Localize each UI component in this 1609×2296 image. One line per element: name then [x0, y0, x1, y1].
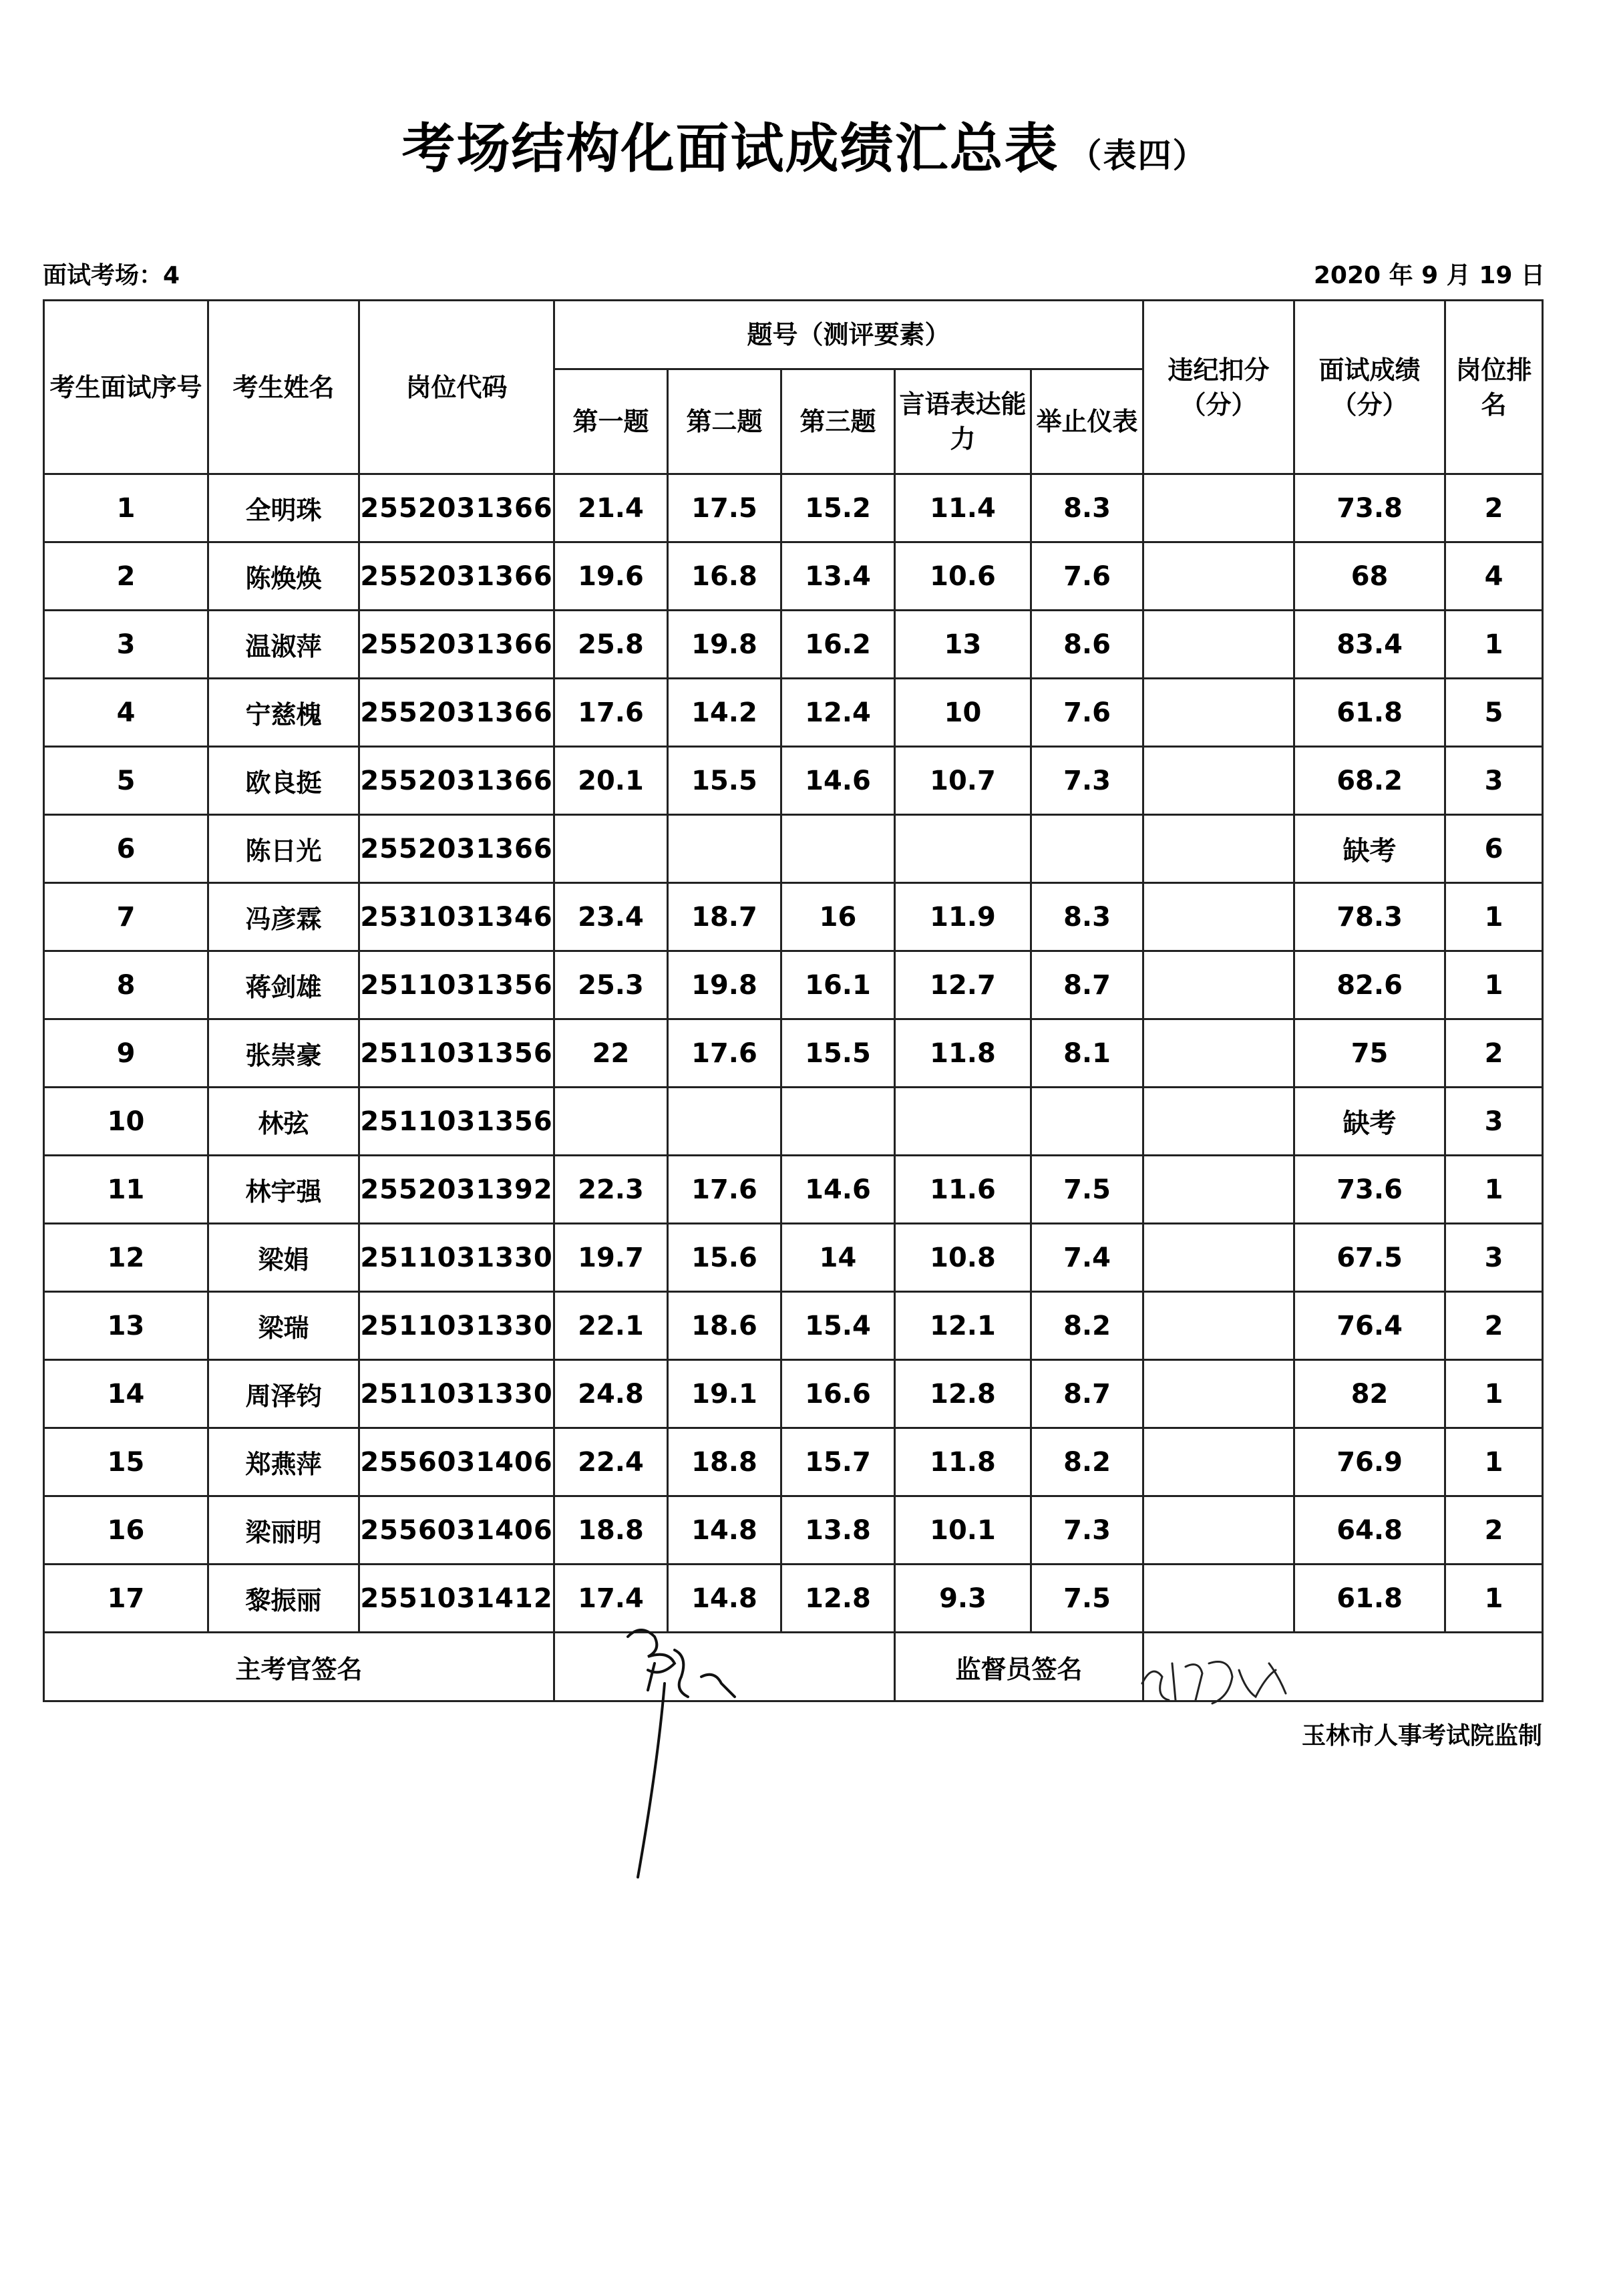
cell-deduct — [1143, 679, 1294, 747]
date-year-unit: 年 — [1389, 262, 1413, 289]
cell-q2: 17.5 — [668, 474, 781, 542]
cell-deduct — [1143, 474, 1294, 542]
table-row — [44, 1360, 1543, 1428]
table-row — [44, 542, 1543, 611]
header-q2: 第二题 — [668, 369, 781, 474]
cell-q4: 11.8 — [895, 1019, 1031, 1088]
cell-score: 78.3 — [1294, 883, 1445, 951]
cell-score: 缺考 — [1294, 815, 1445, 883]
cell-q3: 13.4 — [781, 542, 895, 611]
cell-name: 温淑萍 — [208, 611, 359, 679]
table-row — [44, 883, 1543, 951]
cell-deduct — [1143, 815, 1294, 883]
cell-code: 2552031366 — [359, 474, 554, 542]
table-row — [44, 474, 1543, 542]
cell-q3 — [781, 815, 895, 883]
cell-q2: 19.8 — [668, 611, 781, 679]
cell-q1: 23.4 — [554, 883, 668, 951]
cell-q3: 14.6 — [781, 1156, 895, 1224]
cell-name: 张崇豪 — [208, 1019, 359, 1088]
cell-q1: 22.4 — [554, 1428, 668, 1496]
header-q5: 举止仪表 — [1031, 369, 1143, 474]
cell-q1 — [554, 1088, 668, 1156]
cell-code: 2552031366 — [359, 611, 554, 679]
cell-code: 2552031366 — [359, 679, 554, 747]
cell-score: 61.8 — [1294, 679, 1445, 747]
cell-q5: 7.5 — [1031, 1156, 1143, 1224]
cell-deduct — [1143, 1088, 1294, 1156]
table-row — [44, 1019, 1543, 1088]
cell-score: 76.9 — [1294, 1428, 1445, 1496]
cell-deduct — [1143, 1224, 1294, 1292]
cell-seq: 10 — [44, 1088, 208, 1156]
cell-score: 82 — [1294, 1360, 1445, 1428]
header-questions-group: 题号（测评要素） — [554, 301, 1143, 369]
cell-name: 梁娟 — [208, 1224, 359, 1292]
cell-rank: 3 — [1445, 1224, 1543, 1292]
title-text: 考场结构化面试成绩汇总表 — [401, 118, 1059, 180]
cell-seq: 4 — [44, 679, 208, 747]
table-row — [44, 1565, 1543, 1633]
cell-code: 2531031346 — [359, 883, 554, 951]
cell-deduct — [1143, 951, 1294, 1019]
header-q1: 第一题 — [554, 369, 668, 474]
cell-q2: 18.8 — [668, 1428, 781, 1496]
cell-name: 林弦 — [208, 1088, 359, 1156]
cell-q5: 8.1 — [1031, 1019, 1143, 1088]
cell-name: 陈焕焕 — [208, 542, 359, 611]
cell-name: 郑燕萍 — [208, 1428, 359, 1496]
cell-q4 — [895, 1088, 1031, 1156]
cell-q5: 7.6 — [1031, 542, 1143, 611]
date-day: 19 — [1479, 262, 1513, 289]
cell-score: 68 — [1294, 542, 1445, 611]
cell-q4 — [895, 815, 1031, 883]
cell-deduct — [1143, 747, 1294, 815]
cell-name: 梁瑞 — [208, 1292, 359, 1360]
cell-q1: 18.8 — [554, 1496, 668, 1565]
cell-score: 82.6 — [1294, 951, 1445, 1019]
cell-q2 — [668, 815, 781, 883]
score-table-body — [44, 474, 1543, 1633]
cell-seq: 14 — [44, 1360, 208, 1428]
cell-code: 2556031406 — [359, 1428, 554, 1496]
cell-q1: 22.1 — [554, 1292, 668, 1360]
cell-rank: 6 — [1445, 815, 1543, 883]
cell-rank: 1 — [1445, 1428, 1543, 1496]
date-year: 2020 — [1313, 262, 1381, 289]
cell-seq: 12 — [44, 1224, 208, 1292]
table-row — [44, 1224, 1543, 1292]
cell-q2: 14.8 — [668, 1496, 781, 1565]
cell-name: 欧良挺 — [208, 747, 359, 815]
document-date — [1314, 257, 1545, 291]
cell-q2: 15.6 — [668, 1224, 781, 1292]
cell-rank: 1 — [1445, 951, 1543, 1019]
cell-rank: 2 — [1445, 1496, 1543, 1565]
cell-code: 2511031330 — [359, 1292, 554, 1360]
cell-rank: 1 — [1445, 1360, 1543, 1428]
cell-rank: 1 — [1445, 1156, 1543, 1224]
cell-q4: 12.1 — [895, 1292, 1031, 1360]
cell-rank: 2 — [1445, 1019, 1543, 1088]
cell-code: 2552031366 — [359, 542, 554, 611]
cell-seq: 15 — [44, 1428, 208, 1496]
cell-name: 林宇强 — [208, 1156, 359, 1224]
cell-q4: 10 — [895, 679, 1031, 747]
cell-seq: 1 — [44, 474, 208, 542]
cell-q4: 12.8 — [895, 1360, 1031, 1428]
cell-q2: 14.2 — [668, 679, 781, 747]
cell-q4: 13 — [895, 611, 1031, 679]
cell-q2: 19.8 — [668, 951, 781, 1019]
cell-q5: 7.5 — [1031, 1565, 1143, 1633]
cell-code: 2511031356 — [359, 951, 554, 1019]
signature-row — [44, 1633, 1543, 1701]
cell-rank: 1 — [1445, 611, 1543, 679]
exam-room-label: 面试考场：4 — [43, 262, 180, 289]
cell-q5: 8.2 — [1031, 1292, 1143, 1360]
cell-seq: 11 — [44, 1156, 208, 1224]
cell-score: 缺考 — [1294, 1088, 1445, 1156]
cell-q4: 12.7 — [895, 951, 1031, 1019]
cell-deduct — [1143, 1019, 1294, 1088]
cell-name: 黎振丽 — [208, 1565, 359, 1633]
cell-q2: 17.6 — [668, 1156, 781, 1224]
cell-score: 73.6 — [1294, 1156, 1445, 1224]
cell-q2 — [668, 1088, 781, 1156]
header-code: 岗位代码 — [359, 301, 554, 474]
date-month: 9 — [1421, 262, 1439, 289]
cell-score: 76.4 — [1294, 1292, 1445, 1360]
cell-q3: 12.4 — [781, 679, 895, 747]
table-row — [44, 1428, 1543, 1496]
cell-rank: 4 — [1445, 542, 1543, 611]
cell-q3 — [781, 1088, 895, 1156]
cell-deduct — [1143, 1428, 1294, 1496]
cell-rank: 2 — [1445, 1292, 1543, 1360]
cell-q3: 15.5 — [781, 1019, 895, 1088]
cell-q1: 19.6 — [554, 542, 668, 611]
cell-q3: 14.6 — [781, 747, 895, 815]
cell-q4: 10.6 — [895, 542, 1031, 611]
supervisor-sign-label: 监督员签名 — [895, 1633, 1143, 1701]
cell-code: 2556031406 — [359, 1496, 554, 1565]
cell-seq: 13 — [44, 1292, 208, 1360]
cell-rank: 3 — [1445, 1088, 1543, 1156]
table-row — [44, 747, 1543, 815]
cell-q3: 12.8 — [781, 1565, 895, 1633]
cell-seq: 8 — [44, 951, 208, 1019]
cell-q1: 22 — [554, 1019, 668, 1088]
cell-deduct — [1143, 883, 1294, 951]
cell-score: 73.8 — [1294, 474, 1445, 542]
cell-q5: 7.4 — [1031, 1224, 1143, 1292]
cell-code: 2511031356 — [359, 1019, 554, 1088]
cell-q3: 15.7 — [781, 1428, 895, 1496]
cell-score: 64.8 — [1294, 1496, 1445, 1565]
cell-q3: 14 — [781, 1224, 895, 1292]
cell-deduct — [1143, 1292, 1294, 1360]
cell-q1: 20.1 — [554, 747, 668, 815]
cell-q1: 17.6 — [554, 679, 668, 747]
cell-q1: 19.7 — [554, 1224, 668, 1292]
cell-deduct — [1143, 1360, 1294, 1428]
table-row — [44, 1088, 1543, 1156]
cell-q2: 18.7 — [668, 883, 781, 951]
table-row — [44, 951, 1543, 1019]
cell-code: 2552031366 — [359, 747, 554, 815]
cell-q4: 10.7 — [895, 747, 1031, 815]
date-day-unit: 日 — [1520, 262, 1545, 289]
cell-rank: 3 — [1445, 747, 1543, 815]
cell-q1: 21.4 — [554, 474, 668, 542]
header-name: 考生姓名 — [208, 301, 359, 474]
cell-seq: 2 — [44, 542, 208, 611]
cell-q4: 11.4 — [895, 474, 1031, 542]
header-row-1 — [44, 301, 1543, 369]
cell-q5 — [1031, 815, 1143, 883]
cell-q3: 16.6 — [781, 1360, 895, 1428]
cell-q5: 8.6 — [1031, 611, 1143, 679]
cell-q3: 15.2 — [781, 474, 895, 542]
cell-q5: 8.2 — [1031, 1428, 1143, 1496]
cell-seq: 7 — [44, 883, 208, 951]
supervisor-signature-image — [1135, 1650, 1296, 1710]
table-row — [44, 1156, 1543, 1224]
date-month-unit: 月 — [1446, 262, 1471, 289]
cell-deduct — [1143, 1496, 1294, 1565]
cell-q2: 15.5 — [668, 747, 781, 815]
cell-seq: 16 — [44, 1496, 208, 1565]
table-row — [44, 1292, 1543, 1360]
cell-code: 2551031412 — [359, 1565, 554, 1633]
cell-q5: 7.6 — [1031, 679, 1143, 747]
cell-q4: 9.3 — [895, 1565, 1031, 1633]
cell-q2: 19.1 — [668, 1360, 781, 1428]
cell-name: 冯彦霖 — [208, 883, 359, 951]
cell-seq: 5 — [44, 747, 208, 815]
cell-name: 周泽钧 — [208, 1360, 359, 1428]
cell-q5: 8.7 — [1031, 951, 1143, 1019]
cell-q4: 11.8 — [895, 1428, 1031, 1496]
cell-q3: 16 — [781, 883, 895, 951]
examiner-signature-image — [614, 1610, 748, 1891]
cell-name: 蒋剑雄 — [208, 951, 359, 1019]
header-q3: 第三题 — [781, 369, 895, 474]
cell-q1: 25.3 — [554, 951, 668, 1019]
cell-deduct — [1143, 542, 1294, 611]
cell-name: 宁慈槐 — [208, 679, 359, 747]
table-row — [44, 611, 1543, 679]
title-suffix: （表四） — [1068, 136, 1208, 175]
cell-q5: 8.7 — [1031, 1360, 1143, 1428]
cell-score: 75 — [1294, 1019, 1445, 1088]
cell-rank: 2 — [1445, 474, 1543, 542]
cell-q3: 16.2 — [781, 611, 895, 679]
cell-code: 2552031392 — [359, 1156, 554, 1224]
cell-rank: 1 — [1445, 883, 1543, 951]
cell-score: 83.4 — [1294, 611, 1445, 679]
cell-q4: 10.8 — [895, 1224, 1031, 1292]
cell-code: 2511031330 — [359, 1360, 554, 1428]
cell-deduct — [1143, 1565, 1294, 1633]
cell-q2: 18.6 — [668, 1292, 781, 1360]
cell-q1: 24.8 — [554, 1360, 668, 1428]
header-rank: 岗位排名 — [1445, 301, 1543, 474]
cell-q5: 8.3 — [1031, 883, 1143, 951]
cell-name: 陈日光 — [208, 815, 359, 883]
cell-seq: 3 — [44, 611, 208, 679]
table-row — [44, 1496, 1543, 1565]
cell-q1: 25.8 — [554, 611, 668, 679]
table-row — [44, 679, 1543, 747]
cell-q4: 11.6 — [895, 1156, 1031, 1224]
cell-q4: 10.1 — [895, 1496, 1031, 1565]
document-title — [0, 106, 1609, 182]
header-seq: 考生面试序号 — [44, 301, 208, 474]
table-row — [44, 815, 1543, 883]
cell-code: 2552031366 — [359, 815, 554, 883]
cell-deduct — [1143, 1156, 1294, 1224]
cell-q3: 15.4 — [781, 1292, 895, 1360]
examiner-sign-label: 主考官签名 — [44, 1633, 554, 1701]
cell-q4: 11.9 — [895, 883, 1031, 951]
cell-q2: 17.6 — [668, 1019, 781, 1088]
header-score: 面试成绩（分） — [1294, 301, 1445, 474]
cell-rank: 5 — [1445, 679, 1543, 747]
cell-q2: 16.8 — [668, 542, 781, 611]
cell-score: 67.5 — [1294, 1224, 1445, 1292]
cell-q5: 8.3 — [1031, 474, 1143, 542]
cell-q3: 16.1 — [781, 951, 895, 1019]
cell-q3: 13.8 — [781, 1496, 895, 1565]
cell-name: 梁丽明 — [208, 1496, 359, 1565]
cell-q1: 17.4 — [554, 1565, 668, 1633]
cell-q5: 7.3 — [1031, 747, 1143, 815]
cell-seq: 9 — [44, 1019, 208, 1088]
cell-deduct — [1143, 611, 1294, 679]
footer-issuer: 玉林市人事考试院监制 — [1301, 1722, 1542, 1750]
cell-name: 全明珠 — [208, 474, 359, 542]
cell-seq: 17 — [44, 1565, 208, 1633]
cell-q5: 7.3 — [1031, 1496, 1143, 1565]
cell-seq: 6 — [44, 815, 208, 883]
cell-q5 — [1031, 1088, 1143, 1156]
cell-rank: 1 — [1445, 1565, 1543, 1633]
header-q4: 言语表达能力 — [895, 369, 1031, 474]
score-table — [43, 299, 1544, 1702]
cell-score: 68.2 — [1294, 747, 1445, 815]
cell-score: 61.8 — [1294, 1565, 1445, 1633]
cell-code: 2511031356 — [359, 1088, 554, 1156]
cell-q1 — [554, 815, 668, 883]
cell-code: 2511031330 — [359, 1224, 554, 1292]
cell-q1: 22.3 — [554, 1156, 668, 1224]
cell-q2: 14.8 — [668, 1565, 781, 1633]
header-deduct: 违纪扣分（分） — [1143, 301, 1294, 474]
